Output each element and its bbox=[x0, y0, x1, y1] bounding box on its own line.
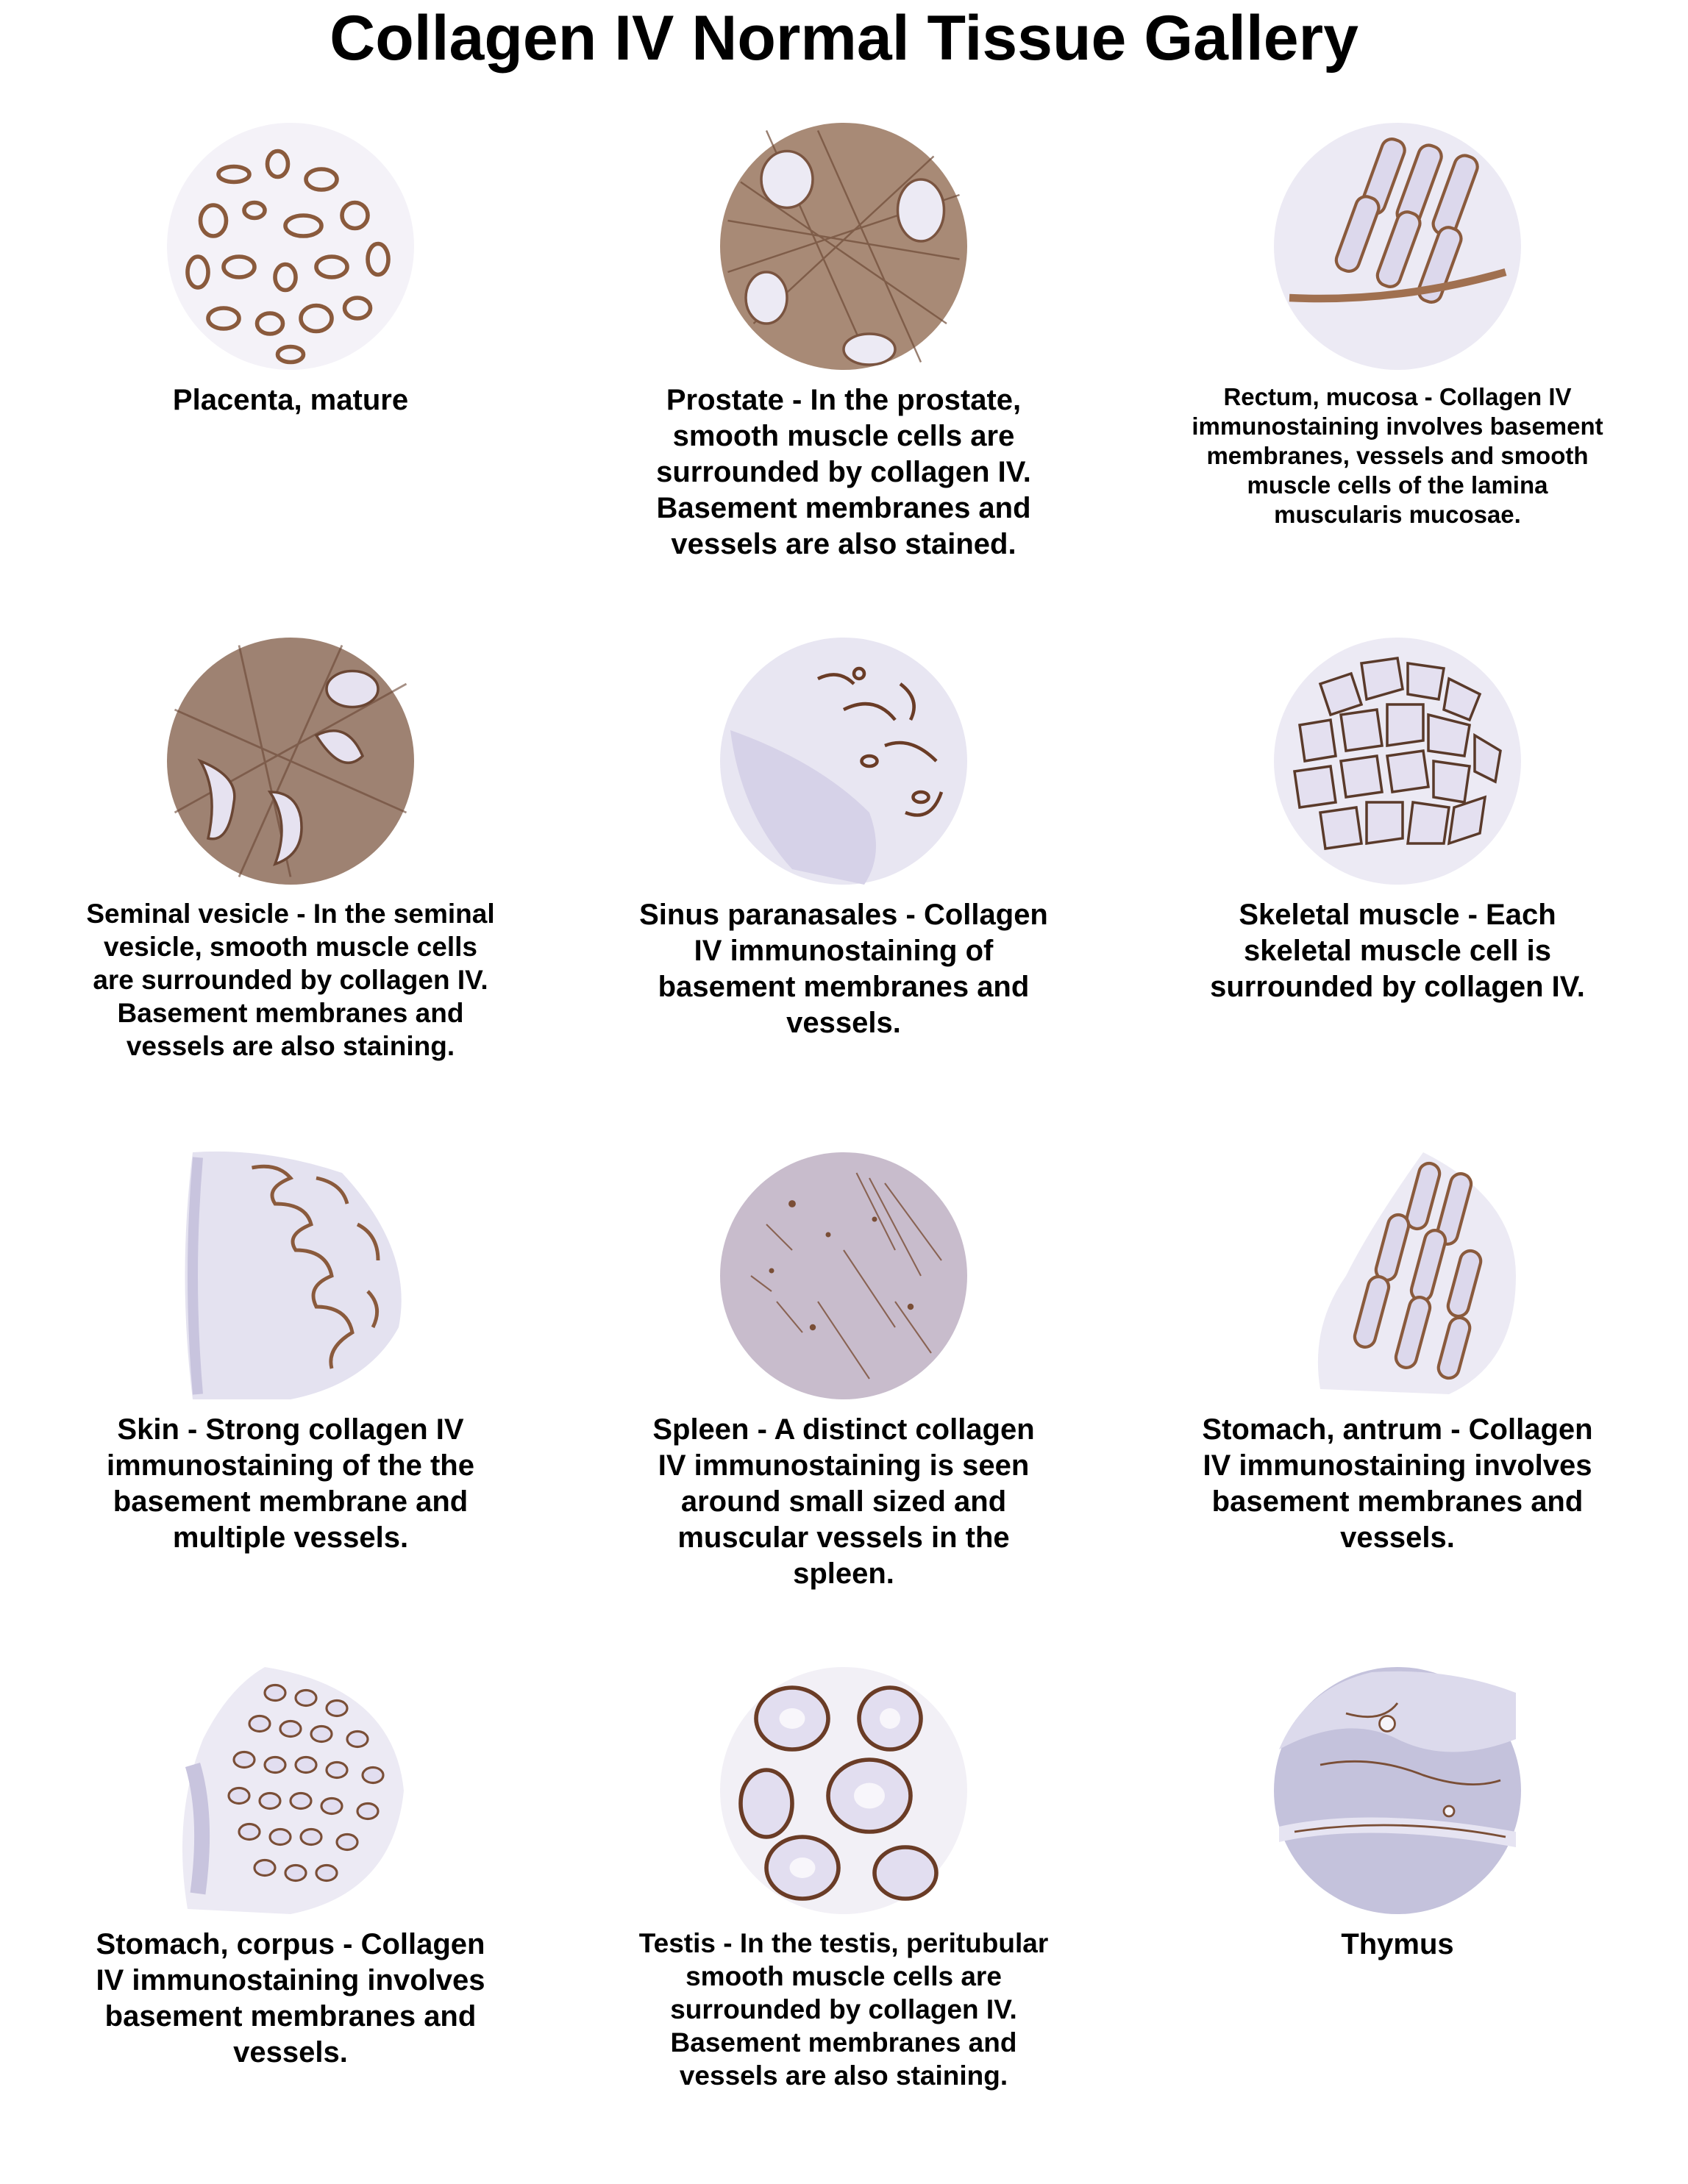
thymus-tissue-icon bbox=[1269, 1662, 1526, 1919]
tile-caption: Rectum, mucosa - Collagen IV immunostaining involves basement membranes, vessels and smooth muscle cells of the lamina muscularis mucosae. bbox=[1192, 383, 1603, 528]
stomach-antrum-tissue-icon bbox=[1269, 1147, 1526, 1405]
tile-caption: Stomach, antrum - Collagen IV immunostaining involves basement membranes and vessels. bbox=[1202, 1413, 1593, 1554]
tile-caption: Prostate - In the prostate, smooth muscle cells are surrounded by collagen IV. Basement membranes and vessels are also stained. bbox=[656, 384, 1031, 560]
testis-tissue-icon bbox=[715, 1662, 972, 1919]
placenta-tissue-icon bbox=[162, 118, 419, 375]
rectum-tissue-icon bbox=[1269, 118, 1526, 375]
stomach-corpus-tissue-icon bbox=[162, 1662, 419, 1919]
skin-tissue-icon bbox=[162, 1147, 419, 1405]
tile-caption: Stomach, corpus - Collagen IV immunostaining involves basement membranes and vessels. bbox=[96, 1928, 485, 2069]
tile-caption: Thymus bbox=[1341, 1928, 1454, 1960]
tile-caption: Skeletal muscle - Each skeletal muscle cell is surrounded by collagen IV. bbox=[1210, 899, 1585, 1003]
tile-caption: Placenta, mature bbox=[172, 384, 409, 416]
tile-caption: Sinus paranasales - Collagen IV immunostaining of basement membranes and vessels. bbox=[639, 899, 1048, 1039]
sinus-tissue-icon bbox=[715, 632, 972, 890]
skeletal-muscle-tissue-icon bbox=[1269, 632, 1526, 890]
seminal-vesicle-tissue-icon bbox=[162, 632, 419, 890]
prostate-tissue-icon bbox=[715, 118, 972, 375]
tile-caption: Seminal vesicle - In the seminal vesicle, smooth muscle cells are surrounded by collagen IV. Basement membranes and vessels are also staining. bbox=[86, 899, 495, 1061]
page-title: Collagen IV Normal Tissue Gallery bbox=[330, 3, 1358, 74]
tile-caption: Testis - In the testis, peritubular smooth muscle cells are surrounded by collagen IV. Basement membranes and vessels are also staining. bbox=[638, 1928, 1049, 2091]
tile-caption: Skin - Strong collagen IV immunostaining of the the basement membrane and multiple vessels. bbox=[107, 1413, 474, 1554]
spleen-tissue-icon bbox=[715, 1147, 972, 1405]
tile-caption: Spleen - A distinct collagen IV immunostaining is seen around small sized and muscular vessels in the spleen. bbox=[652, 1413, 1035, 1590]
